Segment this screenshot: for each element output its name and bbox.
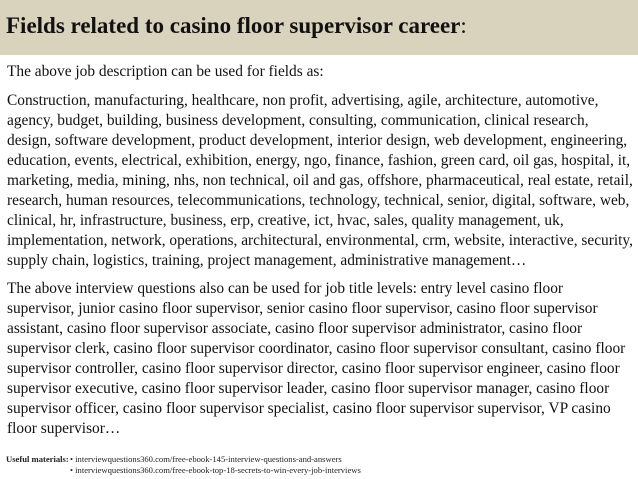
fields-list-text: Construction, manufacturing, healthcare, non profit, advertising, agile, architecture, automotive, agency, budget, building, business development, consulting, communication, clinical research, design, software development, product development, interior design, web development, engineering, education, events, electrical, exhibition, energy, ngo, finance, fashion, green card, oil gas, hospital, it, marketing, media, mining, nhs, non technical, oil and gas, offshore, pharmaceutical, real estate, retail, research, human resources, telecommunications, technology, technical, senior, digital, software, web, clinical, hr, infrastructure, business, erp, creative, ict, hvac, sales, quality management, uk, implementation, network, operations, architectural, environmental, crm, website, interactive, security, supply chain, logistics, training, project management, administrative management… — [7, 92, 633, 269]
title-bar — [0, 0, 638, 55]
job-levels-text: The above interview questions also can be used for job title levels: entry level casino floor supervisor, junior casino floor supervisor, senior casino floor supervisor, casino floor supervisor assistant, casino floor supervisor associate, casino floor supervisor administrator, casino floor supervisor clerk, casino floor supervisor coordinator, casino floor supervisor consultant, casino floor supervisor controller, casino floor supervisor director, casino floor supervisor engineer, casino floor supervisor executive, casino floor supervisor leader, casino floor supervisor manager, casino floor supervisor officer, casino floor supervisor specialist, casino floor supervisor supervisor, VP casino floor supervisor… — [7, 280, 626, 437]
footer-link[interactable]: • interviewquestions360.com/free-ebook-145-interview-questions-and-answers — [70, 454, 342, 464]
page-title — [6, 12, 638, 40]
footer-row — [6, 465, 636, 476]
intro-text: The above job description can be used for fields as: — [7, 63, 324, 80]
footer-link[interactable]: • interviewquestions360.com/free-ebook-top-18-secrets-to-win-every-job-interviews — [70, 465, 361, 475]
footer — [6, 454, 636, 476]
footer-label: Useful materials: — [6, 454, 69, 464]
slide-content — [7, 62, 633, 439]
page-title-colon: : — [460, 13, 467, 38]
footer-label-spacer — [6, 465, 70, 476]
page-title-text: Fields related to casino floor supervisor career — [6, 13, 461, 38]
footer-row — [6, 454, 636, 465]
